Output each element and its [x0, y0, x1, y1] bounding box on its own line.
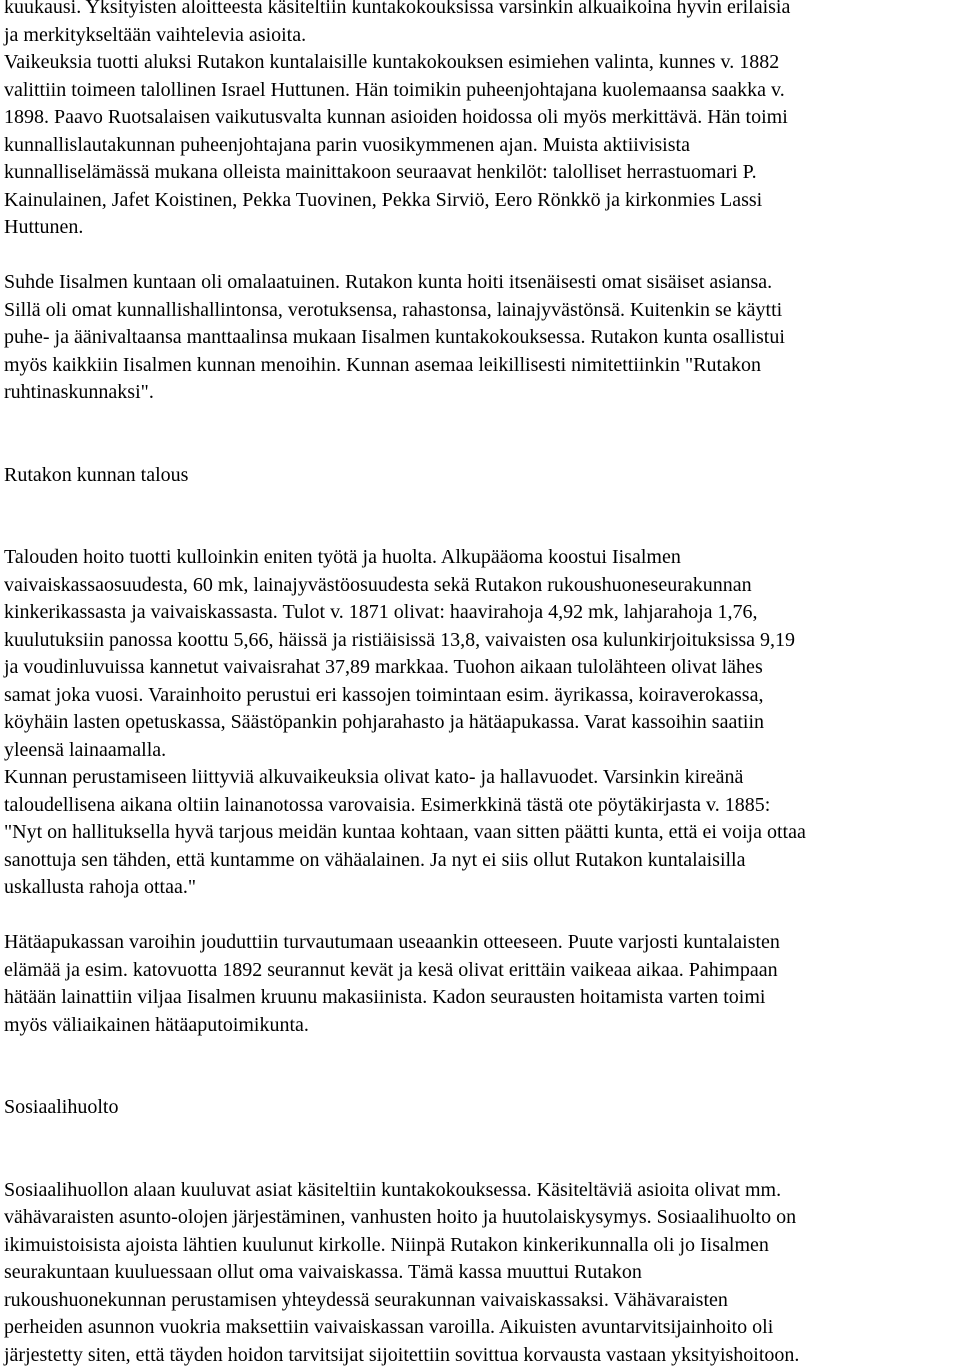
text-line: köyhäin lasten opetuskassa, Säästöpankin pohjarahasto ja hätäapukassa. Varat kassoihin saatiin	[4, 709, 958, 737]
text-line: samat joka vuosi. Varainhoito perustui eri kassojen toimintaan esim. äyrikassa, koiraverokassa,	[4, 682, 958, 710]
text-line: elämää ja esim. katovuotta 1892 seurannut kevät ja kesä olivat erittäin vaikeaa aikaa. Pahimpaan	[4, 957, 958, 985]
text-line: Sosiaalihuollon alaan kuuluvat asiat käsiteltiin kuntakokouksessa. Käsiteltäviä asioita olivat mm.	[4, 1177, 958, 1205]
text-line: Sillä oli omat kunnallishallintonsa, verotuksensa, rahastonsa, lainajyvästönsä. Kuitenkin se käytti	[4, 297, 958, 325]
text-line: ja voudinluvuissa kannetut vaivaisrahat 37,89 markkaa. Tuohon aikaan tulolähteen olivat lähes	[4, 654, 958, 682]
paragraph-hataapukassa	[4, 929, 958, 1039]
text-line: puhe- ja äänivaltaansa manttaalinsa mukaan Iisalmen kuntakokouksessa. Rutakon kunta osallistui	[4, 324, 958, 352]
text-line: järjestetty siten, että täyden hoidon tarvitsijat sijoitettiin sovittua korvausta vastaan yksityishoitoon.	[4, 1342, 958, 1369]
text-line: ruhtinaskunnaksi".	[4, 379, 958, 407]
text-line: seurakuntaan kuuluessaan ollut oma vaivaiskassa. Tämä kassa muuttui Rutakon	[4, 1259, 958, 1287]
text-line: kuulutuksiin panossa koottu 5,66, häissä ja ristiäisissä 13,8, vaivaisten osa kulunkirjoituksissa 9,19	[4, 627, 958, 655]
text-line: kunnalliselämässä mukana olleista mainittakoon seuraavat henkilöt: talolliset herrastuomari P.	[4, 159, 958, 187]
text-line: vähävaraisten asunto-olojen järjestäminen, vanhusten hoito ja huutolaiskysymys. Sosiaalihuolto on	[4, 1204, 958, 1232]
text-line: ja merkitykseltään vaihtelevia asioita.	[4, 22, 958, 50]
section-heading-talous: Rutakon kunnan talous	[4, 462, 958, 490]
text-line: kunnallislautakunnan puheenjohtajana parin vuosikymmenen ajan. Muista aktiivisista	[4, 132, 958, 160]
text-line: Talouden hoito tuotti kulloinkin eniten työtä ja huolta. Alkupääoma koostui Iisalmen	[4, 544, 958, 572]
text-line: yleensä lainaamalla.	[4, 737, 958, 765]
text-line: rukoushuonekunnan perustamisen yhteydessä seurakunnan vaivaiskassaksi. Vähävaraisten	[4, 1287, 958, 1315]
paragraph-sosiaalihuolto	[4, 1177, 958, 1369]
text-line: hätään lainattiin viljaa Iisalmen kruunu makasiinista. Kadon seurausten hoitamista varten toimi	[4, 984, 958, 1012]
text-line: taloudellisena aikana oltiin lainanotossa varovaisia. Esimerkkinä tästä ote pöytäkirjasta v. 1885:	[4, 792, 958, 820]
text-line: Hätäapukassan varoihin jouduttiin turvautumaan useaankin otteeseen. Puute varjosti kuntalaisten	[4, 929, 958, 957]
text-line: Kainulainen, Jafet Koistinen, Pekka Tuovinen, Pekka Sirviö, Eero Rönkkö ja kirkonmies Lassi	[4, 187, 958, 215]
text-line: sanottuja sen tähden, että kuntamme on vähäalainen. Ja nyt ei siis ollut Rutakon kuntalaisilla	[4, 847, 958, 875]
text-line: Suhde Iisalmen kuntaan oli omalaatuinen. Rutakon kunta hoiti itsenäisesti omat sisäiset asiansa.	[4, 269, 958, 297]
section-heading-sosiaalihuolto: Sosiaalihuolto	[4, 1094, 958, 1122]
text-line: kinkerikassasta ja vaivaiskassasta. Tulot v. 1871 olivat: haavirahoja 4,92 mk, lahjarahoja 1,76,	[4, 599, 958, 627]
spacer	[4, 489, 958, 544]
paragraph-talous	[4, 544, 958, 902]
spacer	[4, 407, 958, 462]
spacer	[4, 1039, 958, 1094]
spacer	[4, 242, 958, 270]
text-line: 1898. Paavo Ruotsalaisen vaikutusvalta kunnan asioiden hoidossa oli myös merkittävä. Hän toimi	[4, 104, 958, 132]
spacer	[4, 902, 958, 930]
spacer	[4, 1122, 958, 1177]
text-line: Huttunen.	[4, 214, 958, 242]
text-line: vaivaiskassaosuudesta, 60 mk, lainajyvästöosuudesta sekä Rutakon rukoushuoneseurakunnan	[4, 572, 958, 600]
paragraph-suhde-iisalmeen	[4, 269, 958, 407]
text-line: ikimuistoisista ajoista lähtien kuulunut kirkolle. Niinpä Rutakon kinkerikunnalla oli jo Iisalmen	[4, 1232, 958, 1260]
text-line: myös väliaikainen hätäaputoimikunta.	[4, 1012, 958, 1040]
text-line: "Nyt on hallituksella hyvä tarjous meidän kuntaa kohtaan, vaan sitten päätti kunta, että ei voija ottaa	[4, 819, 958, 847]
text-line: Vaikeuksia tuotti aluksi Rutakon kuntalaisille kuntakokouksen esimiehen valinta, kunnes v. 1882	[4, 49, 958, 77]
text-line: perheiden asunnon vuokria maksettiin vaivaiskassan varoilla. Aikuisten avuntarvitsijainhoito oli	[4, 1314, 958, 1342]
text-line: kuukausi. Yksityisten aloitteesta käsiteltiin kuntakokouksissa varsinkin alkuaikoina hyvin erilaisia	[4, 0, 958, 22]
text-line: uskallusta rahoja ottaa."	[4, 874, 958, 902]
text-line: myös kaikkiin Iisalmen kunnan menoihin. Kunnan asemaa leikillisesti nimitettiinkin "Rutakon	[4, 352, 958, 380]
text-line: Kunnan perustamiseen liittyviä alkuvaikeuksia olivat kato- ja hallavuodet. Varsinkin kireänä	[4, 764, 958, 792]
document-page	[4, 0, 958, 1369]
paragraph-kuntakokoukset	[4, 0, 958, 242]
text-line: valittiin toimeen talollinen Israel Huttunen. Hän toimikin puheenjohtajana kuolemaansa saakka v.	[4, 77, 958, 105]
